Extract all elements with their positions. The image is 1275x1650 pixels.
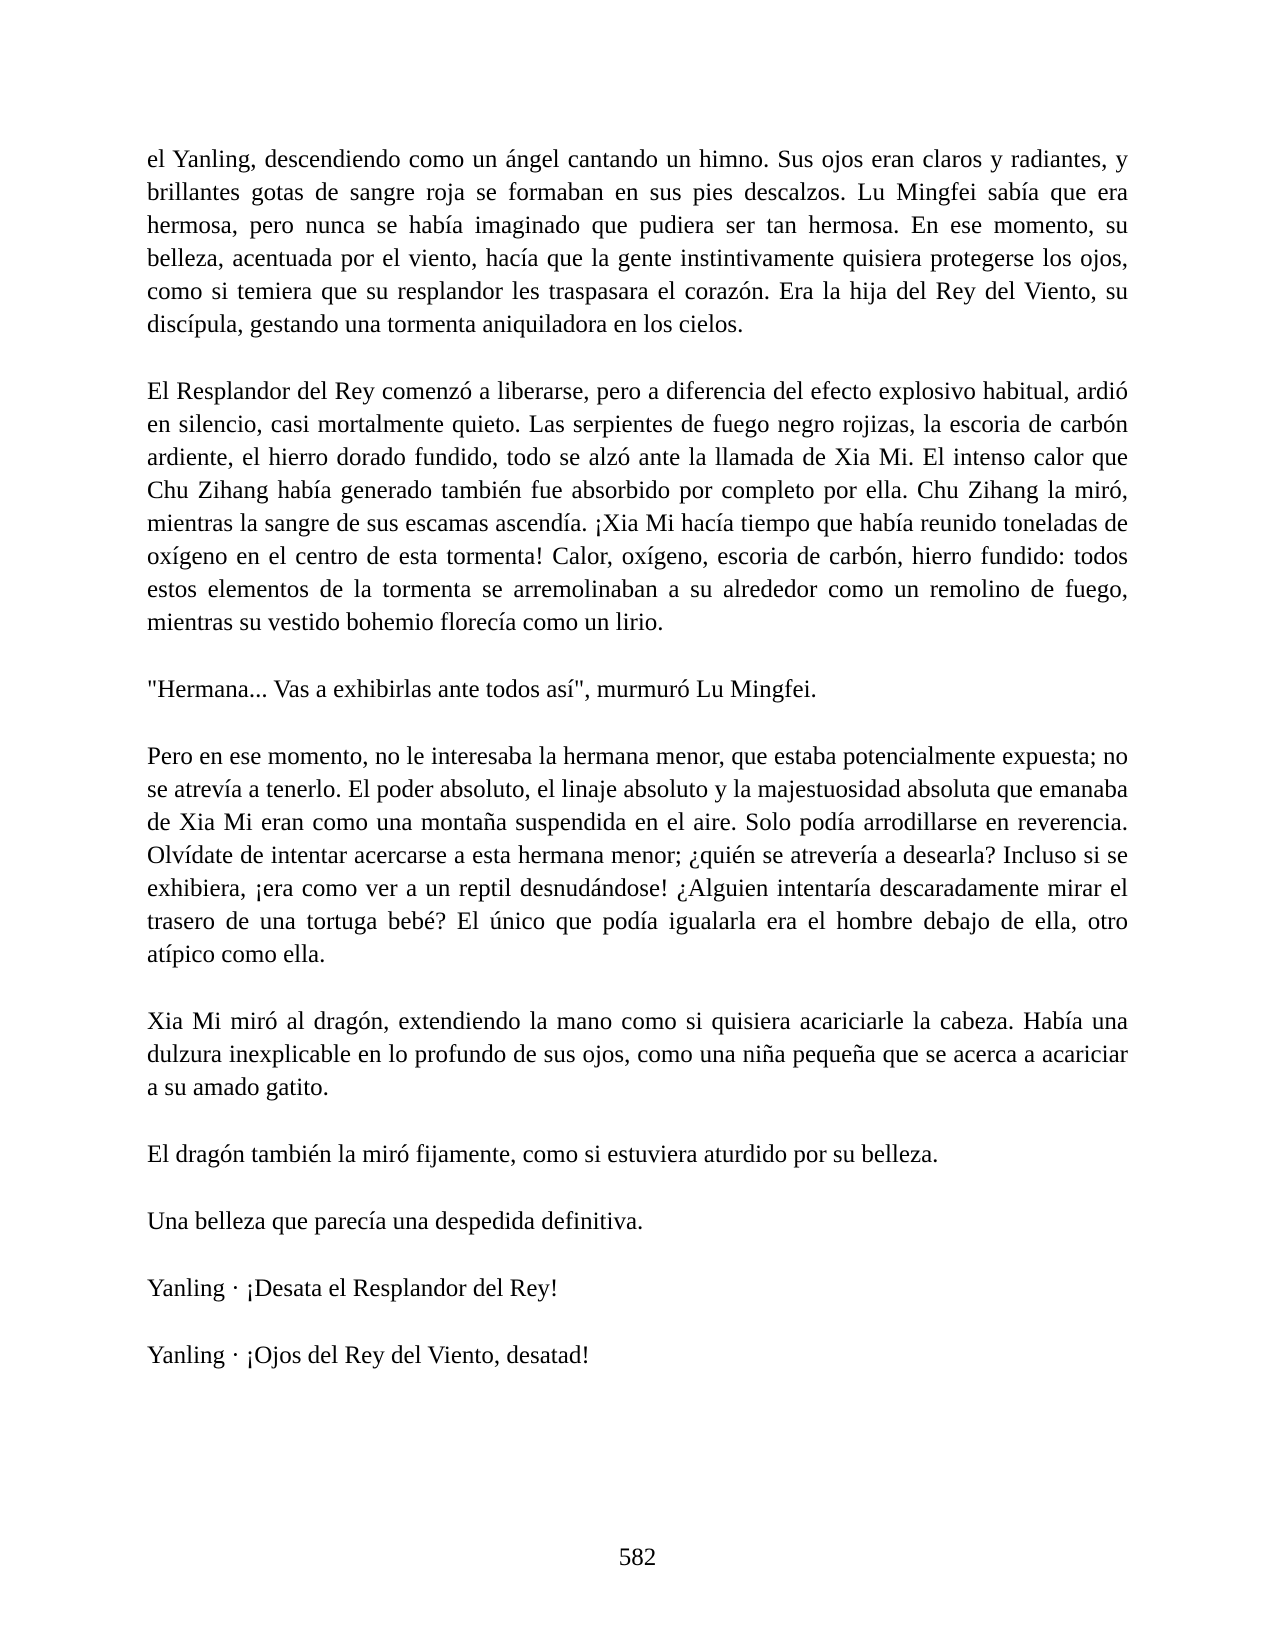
paragraph: Una belleza que parecía una despedida definitiva.	[147, 1208, 644, 1235]
text-block	[147, 143, 1128, 1406]
page-number: 582	[618, 1544, 657, 1571]
paragraph: Yanling · ¡Ojos del Rey del Viento, desatad!	[147, 1342, 590, 1369]
paragraph: El Resplandor del Rey comenzó a liberarse, pero a diferencia del efecto explosivo habitual, ardió en silencio, casi mortalmente quieto. Las serpientes de fuego negro rojizas, la escoria de carbón ardiente, el hierro dorado fundido, todo se alzó ante la llamada de Xia Mi. El intenso calor que Chu Zihang había generado también fue absorbido por completo por ella. Chu Zihang la miró, mientras la sangre de sus escamas ascendía. ¡Xia Mi hacía tiempo que había reunido toneladas de oxígeno en el centro de esta tormenta! Calor, oxígeno, escoria de carbón, hierro fundido: todos estos elementos de la tormenta se arremolinaban a su alrededor como un remolino de fuego, mientras su vestido bohemio florecía como un lirio.	[147, 378, 1128, 636]
paragraph: Xia Mi miró al dragón, extendiendo la mano como si quisiera acariciarle la cabeza. Había una dulzura inexplicable en lo profundo de sus ojos, como una niña pequeña que se acerca a acariciar a su amado gatito.	[147, 1008, 1128, 1101]
paragraph: el Yanling, descendiendo como un ángel cantando un himno. Sus ojos eran claros y radiantes, y brillantes gotas de sangre roja se formaban en sus pies descalzos. Lu Mingfei sabía que era hermosa, pero nunca se había imaginado que pudiera ser tan hermosa. En ese momento, su belleza, acentuada por el viento, hacía que la gente instintivamente quisiera protegerse los ojos, como si temiera que su resplandor les traspasara el corazón. Era la hija del Rey del Viento, su discípula, gestando una tormenta aniquiladora en los cielos.	[147, 146, 1128, 338]
paragraph: "Hermana... Vas a exhibirlas ante todos así", murmuró Lu Mingfei.	[147, 676, 817, 703]
paragraph: Yanling · ¡Desata el Resplandor del Rey!	[147, 1275, 559, 1302]
paragraph: Pero en ese momento, no le interesaba la hermana menor, que estaba potencialmente expuesta; no se atrevía a tenerlo. El poder absoluto, el linaje absoluto y la majestuosidad absoluta que emanaba de Xia Mi eran como una montaña suspendida en el aire. Solo podía arrodillarse en reverencia. Olvídate de intentar acercarse a esta hermana menor; ¿quién se atrevería a desearla? Incluso si se exhibiera, ¡era como ver a un reptil desnudándose! ¿Alguien intentaría descaradamente mirar el trasero de una tortuga bebé? El único que podía igualarla era el hombre debajo de ella, otro atípico como ella.	[147, 743, 1128, 968]
paragraph: El dragón también la miró fijamente, como si estuviera aturdido por su belleza.	[147, 1141, 939, 1168]
